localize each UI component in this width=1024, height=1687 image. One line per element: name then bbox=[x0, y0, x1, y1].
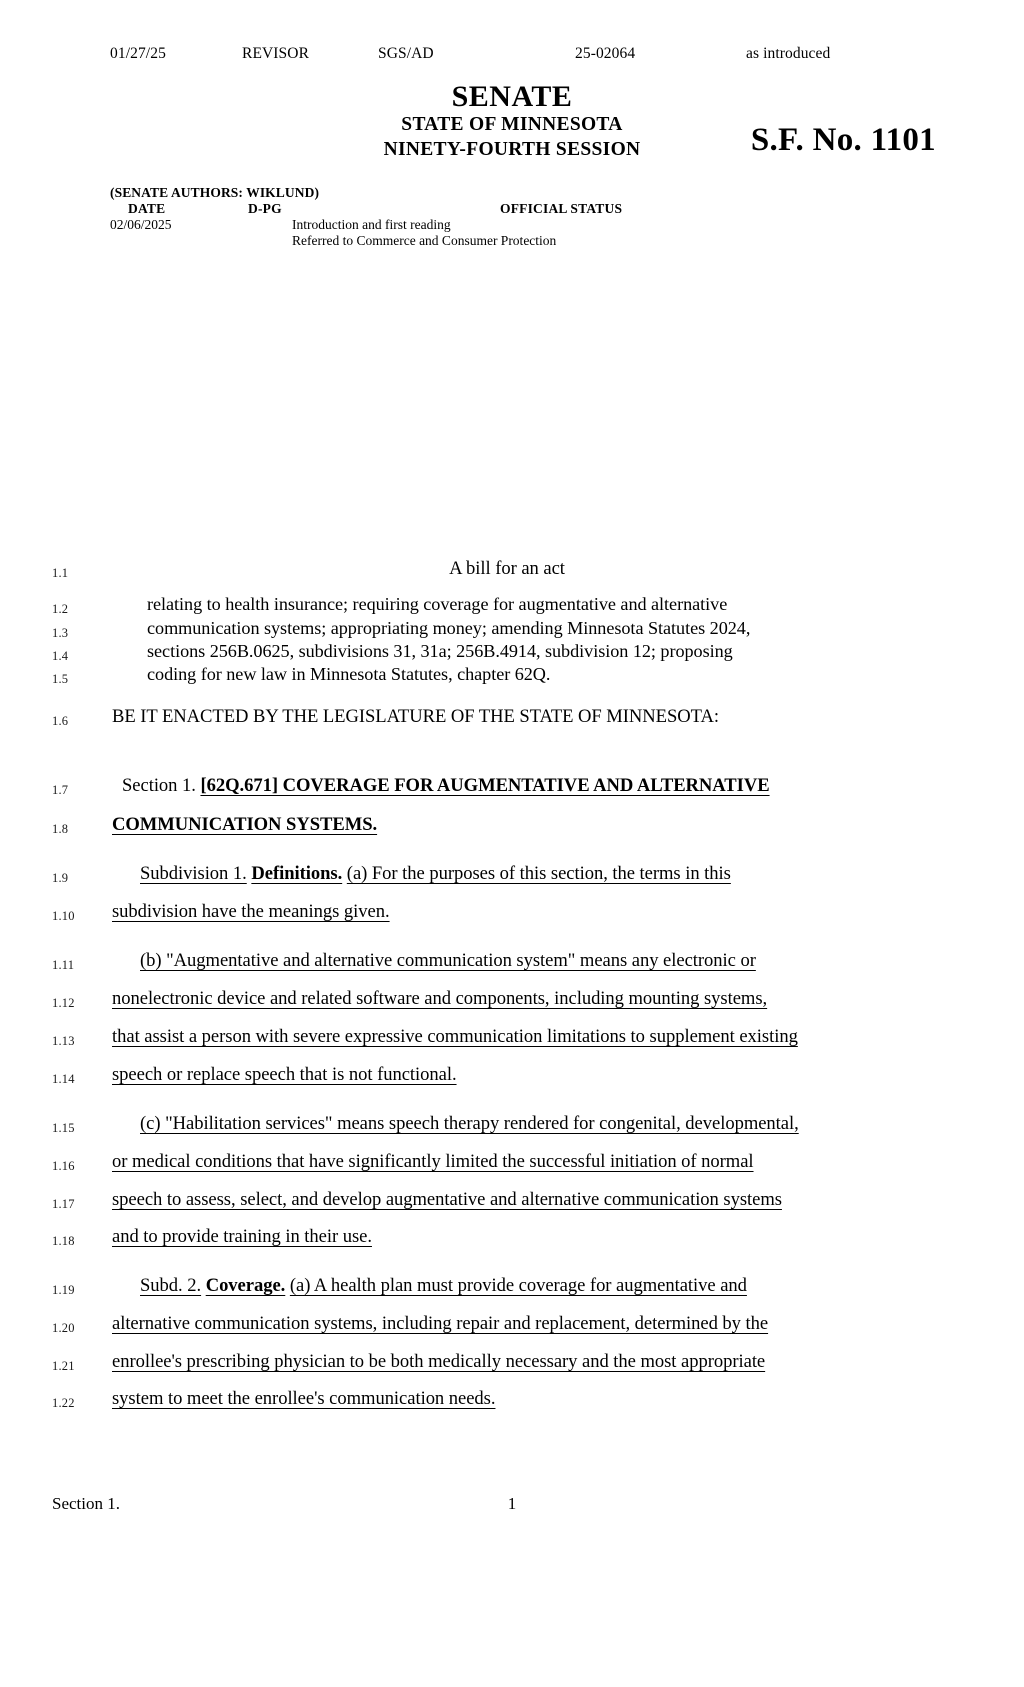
line-number: 1.11 bbox=[52, 958, 75, 972]
line-number: 1.5 bbox=[52, 672, 69, 686]
line-text: (b) "Augmentative and alternative communication system" means any electronic or bbox=[140, 950, 756, 971]
line-number: 1.15 bbox=[52, 1121, 75, 1135]
column-header-status: OFFICIAL STATUS bbox=[500, 201, 623, 216]
line-text: and to provide training in their use. bbox=[112, 1226, 372, 1247]
line-text: communication systems; appropriating money; amending Minnesota Statutes 2024, bbox=[147, 618, 751, 638]
line-text: Subd. 2. Coverage. (a) A health plan must provide coverage for augmentative and bbox=[140, 1275, 747, 1296]
line-number: 1.16 bbox=[52, 1159, 75, 1173]
masthead-state: STATE OF MINNESOTA bbox=[401, 114, 623, 135]
line-text: BE IT ENACTED BY THE LEGISLATURE OF THE STATE OF MINNESOTA: bbox=[112, 706, 719, 727]
header-doc-number: 25-02064 bbox=[575, 45, 636, 62]
line-number: 1.6 bbox=[52, 714, 69, 728]
status-row-first-reading bbox=[110, 217, 920, 233]
line-number: 1.9 bbox=[52, 871, 69, 885]
senate-authors: (SENATE AUTHORS: WIKLUND) bbox=[110, 185, 320, 200]
line-number: 1.3 bbox=[52, 626, 69, 640]
line-text: relating to health insurance; requiring coverage for augmentative and alternative bbox=[147, 594, 728, 614]
line-text: speech or replace speech that is not functional. bbox=[112, 1064, 457, 1085]
referral-description: Referred to Commerce and Consumer Protection bbox=[292, 233, 557, 248]
line-text: COMMUNICATION SYSTEMS. bbox=[112, 814, 378, 835]
line-text: subdivision have the meanings given. bbox=[112, 901, 390, 922]
line-number: 1.13 bbox=[52, 1034, 75, 1048]
line-number: 1.8 bbox=[52, 822, 69, 836]
line-number: 1.18 bbox=[52, 1234, 75, 1248]
line-number: 1.22 bbox=[52, 1396, 75, 1410]
header-status: as introduced bbox=[746, 45, 831, 62]
line-number: 1.19 bbox=[52, 1283, 75, 1297]
line-number: 1.21 bbox=[52, 1359, 75, 1373]
line-text: sections 256B.0625, subdivisions 31, 31a; 256B.4914, subdivision 12; proposing bbox=[147, 641, 733, 661]
line-text: that assist a person with severe expressive communication limitations to supplement existing bbox=[112, 1026, 798, 1047]
line-text: Subdivision 1. Definitions. (a) For the purposes of this section, the terms in this bbox=[140, 863, 731, 884]
authors-status-block bbox=[110, 185, 920, 249]
line-number: 1.14 bbox=[52, 1072, 75, 1086]
line-text: alternative communication systems, including repair and replacement, determined by the bbox=[112, 1313, 769, 1334]
line-number: 1.7 bbox=[52, 783, 69, 797]
line-number: 1.2 bbox=[52, 602, 69, 616]
line-text: coding for new law in Minnesota Statutes, chapter 62Q. bbox=[147, 664, 551, 684]
authors-line bbox=[110, 185, 920, 201]
masthead-session: NINETY-FOURTH SESSION bbox=[383, 139, 641, 161]
line-text: Section 1. [62Q.671] COVERAGE FOR AUGMENTATIVE AND ALTERNATIVE bbox=[122, 775, 770, 796]
line-number: 1.12 bbox=[52, 996, 75, 1010]
line-text: A bill for an act bbox=[449, 558, 565, 579]
footer-section-label: Section 1. bbox=[52, 1494, 120, 1513]
line-text: speech to assess, select, and develop augmentative and alternative communication systems bbox=[112, 1189, 782, 1210]
line-text: (c) "Habilitation services" means speech therapy rendered for congenital, developmental, bbox=[140, 1113, 799, 1134]
action-date: 02/06/2025 bbox=[110, 217, 172, 232]
line-number: 1.4 bbox=[52, 649, 69, 663]
header-drafter: SGS/AD bbox=[378, 45, 434, 62]
line-number: 1.10 bbox=[52, 909, 75, 923]
line-number: 1.20 bbox=[52, 1321, 75, 1335]
status-column-headers bbox=[110, 201, 920, 217]
column-header-dpg: D-PG bbox=[248, 201, 282, 216]
masthead-chamber: SENATE bbox=[451, 80, 573, 113]
bill-number: S.F. No. 1101 bbox=[750, 122, 936, 158]
header-date: 01/27/25 bbox=[110, 45, 166, 62]
header-revisor: REVISOR bbox=[242, 45, 310, 62]
line-number: 1.17 bbox=[52, 1197, 75, 1211]
action-description: Introduction and first reading bbox=[292, 217, 451, 232]
line-text: nonelectronic device and related software and components, including mounting systems, bbox=[112, 988, 768, 1009]
footer-page-number: 1 bbox=[507, 1494, 517, 1513]
line-number: 1.1 bbox=[52, 566, 69, 580]
line-text: or medical conditions that have significantly limited the successful initiation of normal bbox=[112, 1151, 754, 1172]
status-row-referral bbox=[110, 233, 920, 249]
line-text: enrollee's prescribing physician to be both medically necessary and the most appropriate bbox=[112, 1351, 766, 1372]
line-text: system to meet the enrollee's communication needs. bbox=[112, 1388, 496, 1409]
column-header-date: DATE bbox=[128, 201, 166, 216]
